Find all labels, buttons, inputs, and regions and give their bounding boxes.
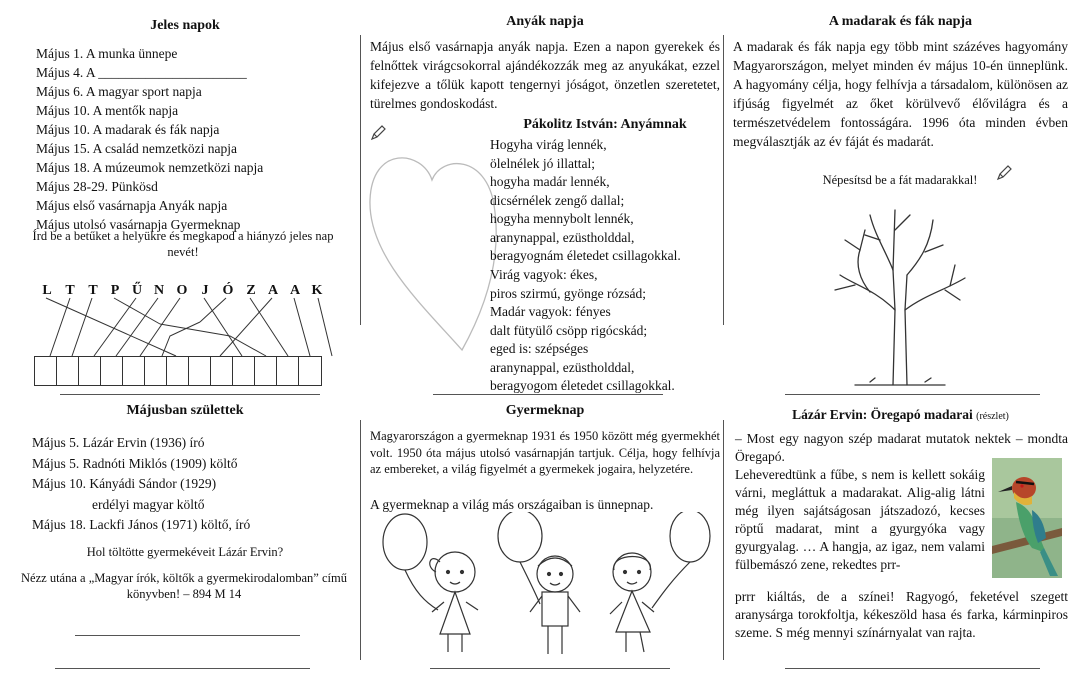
poem-stanza-2 [490, 266, 720, 396]
answer-cell[interactable] [277, 357, 299, 385]
puzzle-letter: J [201, 283, 209, 298]
hint-text: Nézz utána a „Magyar írók, költők a gyermekirodalomban” című könyvben! – 894 M 14 [21, 571, 347, 601]
poem-line: aranynappal, ezüstholddal, [490, 229, 635, 245]
answer-cell[interactable] [79, 357, 101, 385]
answer-cell[interactable] [57, 357, 79, 385]
list-item: Május 18. A múzeumok nemzetközi napja [36, 160, 264, 175]
jeles-napok-list [36, 44, 336, 234]
list-item: Május 10. Kányádi Sándor (1929) [32, 476, 217, 491]
puzzle-letter: A [289, 283, 301, 298]
story-header [733, 407, 1068, 423]
madarak-fak-text: A madarak és fák napja egy több mint százéves hagyomány Magyarországon, melyet minden év május 10-én ünneplünk. A hagyomány célja, hogy felhívja a társadalom, különösen az ifjúság figyelmét az őket körülvevő élővilágra és a természetvédelem fontosságára. 1996 óta minden évben megválasztják az év fáját és madarát. [733, 39, 1068, 149]
tree-task: Népesítsd be a fát madarakkal! [822, 173, 978, 187]
list-item: erdélyi magyar költő [92, 496, 205, 512]
list-item: Május 5. Lázár Ervin (1936) író [32, 435, 205, 450]
anyak-napja-text: Május első vasárnapja anyák napja. Ezen a napon gyerekek és felnőttek virágcsokorral ajándékozzák meg az anyukákat, ezzel kifejezve a tőlük kapott tengernyi jóságot, önzetlen szeretetet, türelmes gondoskodást. [370, 39, 720, 111]
born-title: Májusban születtek [126, 403, 244, 418]
puzzle-letter: Ű [131, 283, 143, 298]
answer-cell[interactable] [299, 357, 321, 385]
poem-line: aranynappal, ezüstholddal, [490, 359, 635, 375]
poem-line: Madár vagyok: fényes [490, 304, 611, 319]
answer-cell[interactable] [35, 357, 57, 385]
answer-cell[interactable] [233, 357, 255, 385]
puzzle-letter: T [88, 283, 98, 298]
poem-line: Virág vagyok: ékes, [490, 267, 598, 282]
puzzle-letter: Z [246, 283, 256, 298]
poem-line: hogyha madár lennék, [490, 174, 610, 189]
poem-line: ölelnélek jó illattal; [490, 155, 595, 171]
list-item: Május 28-29. Pünkösd [36, 179, 158, 194]
anyak-napja-title: Anyák napja [506, 14, 584, 29]
madarak-fak-title: A madarak és fák napja [828, 14, 973, 29]
jeles-napok-title: Jeles napok [150, 18, 220, 33]
heart-outline-drawing [362, 145, 502, 355]
question-text: Hol töltötte gyermekéveit Lázár Ervin? [86, 545, 284, 559]
poem-title: Pákolitz István: Anyámnak [523, 117, 687, 132]
puzzle-letter: Ó [222, 283, 234, 298]
list-item: Május 15. A család nemzetközi napja [36, 141, 237, 156]
puzzle-instruction: Írd be a betűket a helyükre és megkapod a hiányzó jeles nap nevét! [32, 229, 334, 259]
list-item: Május 10. A madarak és fák napja [36, 122, 220, 137]
answer-cell[interactable] [101, 357, 123, 385]
poem-line: hogyha mennybolt lennék, [490, 211, 634, 226]
answer-cell[interactable] [145, 357, 167, 385]
story-title: Lázár Ervin: Öregapó madarai [792, 407, 973, 422]
poem-line: dicsérnélek zengő dallal; [490, 192, 625, 208]
gyermeknap-text-2: A gyermeknap a világ más országaiban is ünnepnap. [370, 497, 654, 512]
answer-grid[interactable] [34, 356, 322, 386]
bee-eater-bird-photo [992, 458, 1062, 578]
children-balloons-drawing [370, 512, 720, 660]
poem-line: eged is: szépséges [490, 341, 589, 356]
list-item: Május első vasárnapja Anyák napja [36, 198, 228, 213]
answer-cell[interactable] [189, 357, 211, 385]
puzzle-letter: O [176, 283, 188, 298]
puzzle-letter: K [311, 283, 323, 298]
puzzle-letter: T [65, 283, 75, 298]
poem-line: Hogyha virág lennék, [490, 137, 607, 152]
puzzle-letter: N [153, 283, 165, 298]
puzzle-letter: P [110, 283, 120, 298]
answer-cell[interactable] [167, 357, 189, 385]
gyermeknap-title: Gyermeknap [505, 403, 585, 418]
born-list [32, 433, 342, 536]
poem-line: beragyogom életedet csillagokkal. [490, 378, 675, 393]
puzzle-letter: A [267, 283, 279, 298]
poem-stanza-1 [490, 136, 720, 266]
story-paragraph-2b: prrr kiáltás, de a színei! Ragyogó, feketével szegett aranysárga torokfoltja, kékeszöld hasa és farka, kárminpiros szeme. S még mennyi színárnyalat van rajta. [735, 589, 1068, 640]
list-item: Május utolsó vasárnapja Gyermeknap [36, 217, 241, 232]
story-note: (részlet) [976, 411, 1009, 422]
list-item: Május 5. Radnóti Miklós (1909) költő [32, 455, 238, 471]
poem-line: piros szirmú, gyönge rózsád; [490, 285, 646, 301]
poem-line: dalt fütyülő csöpp rigócskád; [490, 322, 648, 338]
answer-cell[interactable] [211, 357, 233, 385]
story-paragraph-2a: Leheveredtünk a fűbe, s nem is kellett sokáig várni, megláttuk a madarakat. Alig-alig látni még ilyen sajátságosan játszadozó, kecses röptű madarat, mint a gyurgyóka vagy gyurgyalag. … A hangja, az igaz, nem valami fülbemászó zene, rekedtes prr- [735, 467, 985, 572]
list-item: Május 6. A magyar sport napja [36, 84, 202, 99]
answer-cell[interactable] [123, 357, 145, 385]
tree-drawing[interactable] [815, 190, 985, 390]
pencil-icon [370, 125, 386, 141]
puzzle-connector-lines [30, 296, 340, 358]
gyermeknap-text: Magyarországon a gyermeknap 1931 és 1950 között még gyermekhét volt. 1950 óta május utolsó vasárnapján tartjuk. Célja, hogy felhívja az embereket, a világ figyelmét a gyermekek jogaira, helyzetére. [370, 429, 720, 476]
poem-line: beragyognám életedet csillagokkal. [490, 248, 681, 263]
list-item: Május 1. A munka ünnepe [36, 46, 178, 61]
list-item: Május 4. A ______________________ [36, 65, 247, 80]
answer-cell[interactable] [255, 357, 277, 385]
puzzle-letter: L [42, 283, 52, 298]
list-item: Május 18. Lackfi János (1971) költő, író [32, 517, 251, 532]
story-paragraph-1: – Most egy nagyon szép madarat mutatok nektek – mondta Öregapó. [735, 431, 1068, 464]
list-item: Május 10. A mentők napja [36, 103, 179, 118]
pencil-icon [996, 165, 1012, 181]
